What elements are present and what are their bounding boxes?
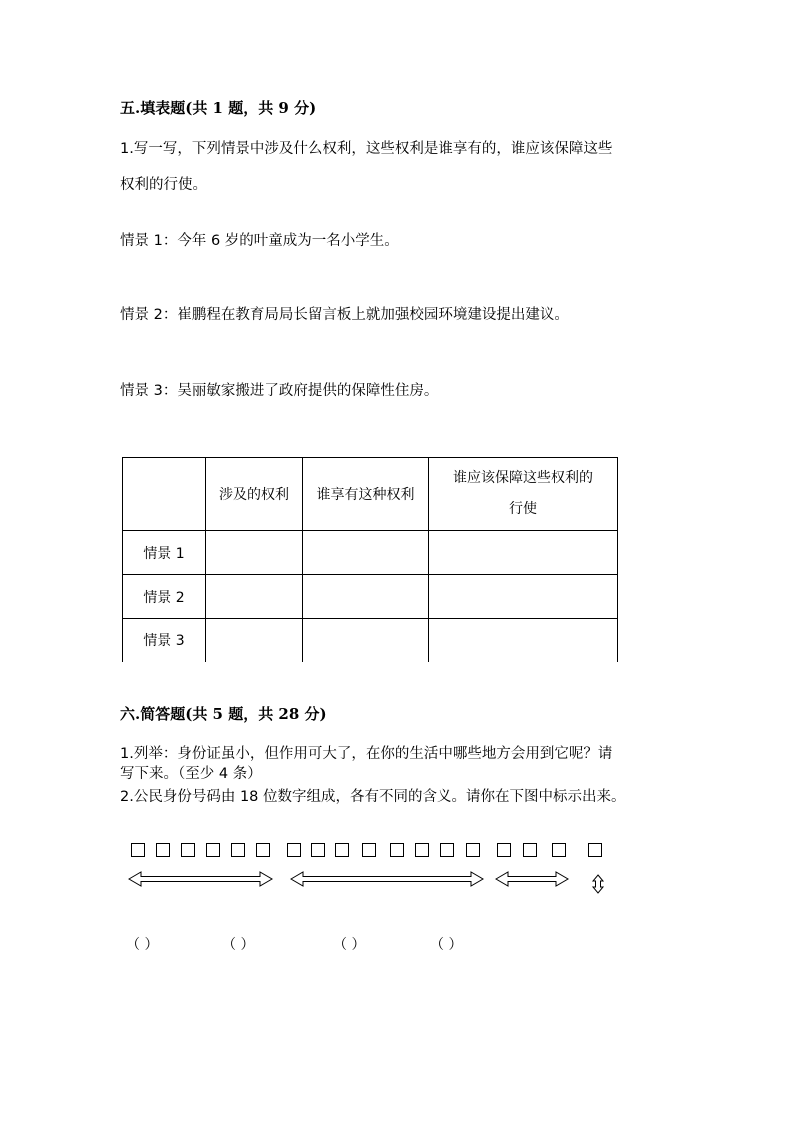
digit-box[interactable] [231,843,245,857]
rights-table [122,457,618,662]
digit-box[interactable] [131,843,145,857]
answer-blank-3[interactable]: （ ） [333,937,366,953]
table-row-label: 情景 2 [123,575,206,619]
table-cell[interactable] [429,531,618,575]
vertical-double-arrow-icon [593,875,603,893]
table-header-rights: 涉及的权利 [206,458,303,531]
answer-blank-4[interactable]: （ ） [430,937,463,953]
short-answer-2: 2.公民身份号码由 18 位数字组成，各有不同的含义。请你在下图中标示出来。 [120,789,626,805]
digit-box[interactable] [256,843,270,857]
table-row [123,619,618,662]
scene-3-text: 情景 3：吴丽敏家搬进了政府提供的保障性住房。 [120,383,439,399]
digit-box[interactable] [588,843,602,857]
table-cell[interactable] [303,575,429,619]
digit-box[interactable] [440,843,454,857]
table-row [123,531,618,575]
table-cell[interactable] [429,575,618,619]
double-arrow-icon [129,872,272,886]
table-header-empty [123,458,206,531]
scene-2-text: 情景 2：崔鹏程在教育局局长留言板上就加强校园环境建设提出建议。 [120,307,569,323]
digit-box[interactable] [390,843,404,857]
double-arrow-icon [291,872,483,886]
digit-box[interactable] [156,843,170,857]
answer-blank-2[interactable]: （ ） [222,937,255,953]
digit-box[interactable] [552,843,566,857]
table-cell[interactable] [303,531,429,575]
table-row-label: 情景 3 [123,619,206,662]
table-cell[interactable] [303,619,429,662]
question-1-line-1: 1.写一写，下列情景中涉及什么权利，这些权利是谁享有的，谁应该保障这些 [120,141,613,157]
digit-box[interactable] [206,843,220,857]
table-row [123,575,618,619]
table-header-guarantor-line-2: 行使 [509,501,537,517]
digit-box[interactable] [497,843,511,857]
digit-box[interactable] [415,843,429,857]
table-cell[interactable] [206,575,303,619]
table-cell[interactable] [206,531,303,575]
table-header-row [123,458,618,531]
scene-1-text: 情景 1：今年 6 岁的叶童成为一名小学生。 [120,233,399,249]
double-arrow-icon [496,872,568,886]
digit-box[interactable] [362,843,376,857]
digit-box[interactable] [287,843,301,857]
answer-blank-1[interactable]: （ ） [126,937,159,953]
table-header-guarantor [429,458,618,531]
table-cell[interactable] [206,619,303,662]
table-header-guarantor-line-1: 谁应该保障这些权利的 [453,470,593,486]
segment-arrows [0,866,794,896]
digit-box[interactable] [335,843,349,857]
digit-box[interactable] [181,843,195,857]
section-6-title: 六.简答题(共 5 题，共 28 分) [120,705,327,723]
digit-box[interactable] [311,843,325,857]
table-header-holder: 谁享有这种权利 [303,458,429,531]
question-1-line-2: 权利的行使。 [120,177,207,193]
table-cell[interactable] [429,619,618,662]
short-answer-1-line-2: 写下来。（至少 4 条） [120,766,262,782]
digit-box[interactable] [523,843,537,857]
digit-box[interactable] [466,843,480,857]
section-5-title: 五.填表题(共 1 题，共 9 分) [120,99,317,117]
short-answer-1-line-1: 1.列举：身份证虽小，但作用可大了，在你的生活中哪些地方会用到它呢？请 [120,746,613,762]
id-digit-boxes [0,843,794,859]
table-row-label: 情景 1 [123,531,206,575]
